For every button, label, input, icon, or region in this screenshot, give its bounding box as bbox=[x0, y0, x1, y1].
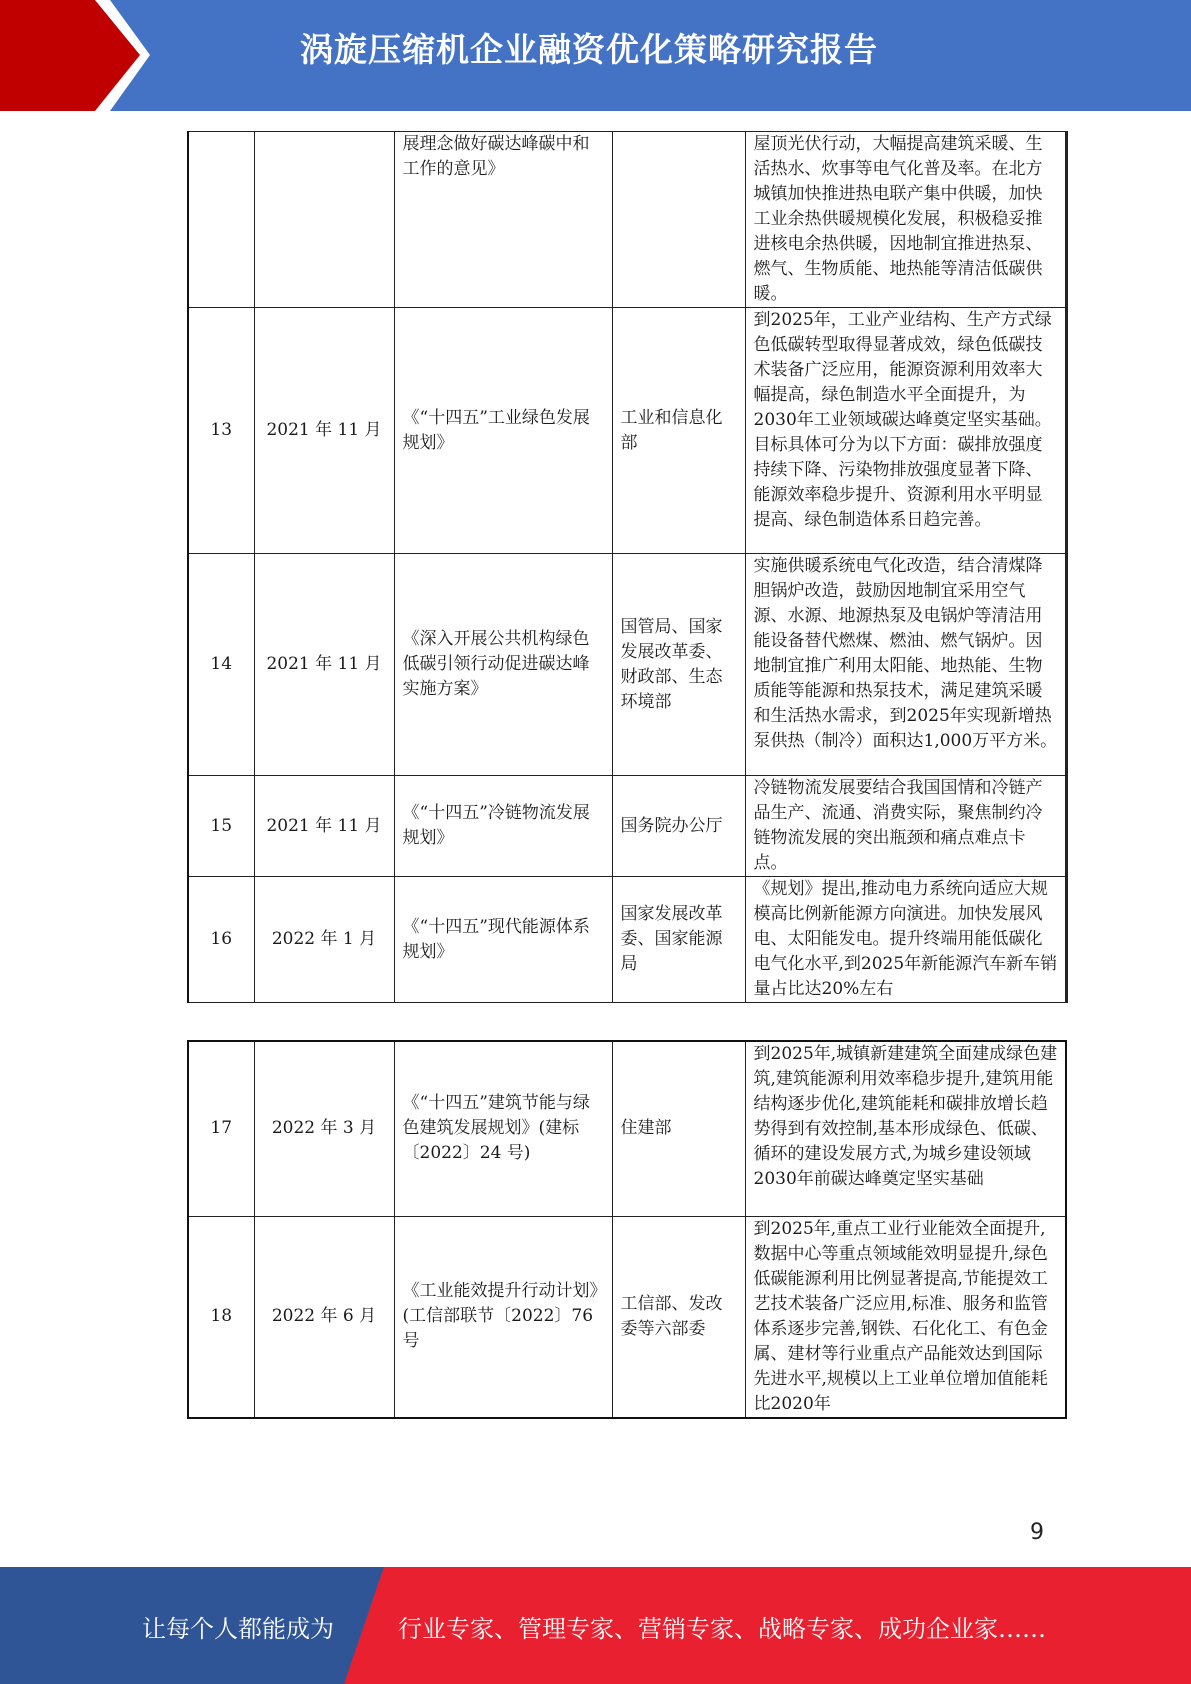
page-header bbox=[0, 0, 1191, 111]
row-content: 到2025年,城镇新建建筑全面建成绿色建筑,建筑能源利用效率稳步提升,建筑用能结构逐步优化,建筑能耗和碳排放增长趋势得到有效控制,基本形成绿色、低碳、循环的建设发展方式,为城乡建设领域2030年前碳达峰奠定坚实基础 bbox=[745, 1041, 1066, 1216]
page-footer bbox=[0, 1567, 1191, 1684]
row-content: 冷链物流发展要结合我国国情和冷链产品生产、流通、消费实际，聚焦制约冷链物流发展的突出瓶颈和痛点难点卡点。 bbox=[745, 776, 1066, 877]
row-policy-name: 展理念做好碳达峰碳中和工作的意见》 bbox=[394, 132, 612, 308]
table-row bbox=[188, 132, 1066, 308]
footer-slogan-left: 让每个人都能成为 bbox=[142, 1615, 334, 1643]
row-date bbox=[254, 132, 394, 308]
row-policy-name: 《“十四五”现代能源体系规划》 bbox=[394, 877, 612, 1003]
row-date: 2022 年 3 月 bbox=[254, 1041, 394, 1216]
row-number bbox=[188, 132, 254, 308]
row-number: 18 bbox=[188, 1216, 254, 1418]
footer-slogan-right: 行业专家、管理专家、营销专家、战略专家、成功企业家…… bbox=[398, 1615, 1046, 1643]
row-number: 13 bbox=[188, 308, 254, 554]
row-department: 国管局、国家发展改革委、财政部、生态环境部 bbox=[612, 554, 745, 776]
row-number: 15 bbox=[188, 776, 254, 877]
row-policy-name: 《“十四五”冷链物流发展规划》 bbox=[394, 776, 612, 877]
row-policy-name: 《“十四五”建筑节能与绿色建筑发展规划》(建标〔2022〕24 号) bbox=[394, 1041, 612, 1216]
table-row bbox=[188, 1041, 1066, 1216]
row-policy-name: 《工业能效提升行动计划》(工信部联节〔2022〕76号 bbox=[394, 1216, 612, 1418]
row-content: 实施供暖系统电气化改造，结合清煤降胆锅炉改造，鼓励因地制宜采用空气源、水源、地源热泵及电锅炉等清洁用能设备替代燃煤、燃油、燃气锅炉。因地制宜推广利用太阳能、地热能、生物质能等能源和热泵技术，满足建筑采暖和生活热水需求，到2025年实现新增热泵供热（制冷）面积达1,000万平方米。 bbox=[745, 554, 1066, 776]
row-date: 2021 年 11 月 bbox=[254, 776, 394, 877]
row-department: 住建部 bbox=[612, 1041, 745, 1216]
row-content: 屋顶光伏行动，大幅提高建筑采暖、生活热水、炊事等电气化普及率。在北方城镇加快推进热电联产集中供暖，加快工业余热供暖规模化发展，积极稳妥推进核电余热供暖，因地制宜推进热泵、燃气、生物质能、地热能等清洁低碳供暖。 bbox=[745, 132, 1066, 308]
report-title: 涡旋压缩机企业融资优化策略研究报告 bbox=[300, 30, 878, 69]
table-row bbox=[188, 308, 1066, 554]
row-number: 14 bbox=[188, 554, 254, 776]
row-policy-name: 《深入开展公共机构绿色低碳引领行动促进碳达峰实施方案》 bbox=[394, 554, 612, 776]
row-content: 《规划》提出,推动电力系统向适应大规模高比例新能源方向演进。加快发展风电、太阳能发电。提升终端用能低碳化电气化水平,到2025年新能源汽车新车销量占比达20%左右 bbox=[745, 877, 1066, 1003]
page-number: 9 bbox=[1030, 1520, 1044, 1545]
row-content: 到2025年,重点工业行业能效全面提升,数据中心等重点领域能效明显提升,绿色低碳能源利用比例显著提高,节能提效工艺技术装备广泛应用,标准、服务和监管体系逐步完善,钢铁、石化化工、有色金属、建材等行业重点产品能效达到国际先进水平,规模以上工业单位增加值能耗比2020年 bbox=[745, 1216, 1066, 1418]
row-date: 2021 年 11 月 bbox=[254, 554, 394, 776]
row-content: 到2025年，工业产业结构、生产方式绿色低碳转型取得显著成效，绿色低碳技术装备广泛应用，能源资源利用效率大幅提高，绿色制造水平全面提升，为2030年工业领域碳达峰奠定坚实基础。目标具体可分为以下方面：碳排放强度持续下降、污染物排放强度显著下降、能源效率稳步提升、资源利用水平明显提高、绿色制造体系日趋完善。 bbox=[745, 308, 1066, 554]
policy-table-part-1 bbox=[187, 131, 1068, 1003]
row-department: 国家发展改革委、国家能源局 bbox=[612, 877, 745, 1003]
table-row bbox=[188, 554, 1066, 776]
table-row bbox=[188, 776, 1066, 877]
table-row bbox=[188, 1216, 1066, 1418]
row-department: 国务院办公厅 bbox=[612, 776, 745, 877]
row-department bbox=[612, 132, 745, 308]
row-date: 2021 年 11 月 bbox=[254, 308, 394, 554]
row-date: 2022 年 6 月 bbox=[254, 1216, 394, 1418]
row-number: 16 bbox=[188, 877, 254, 1003]
row-department: 工信部、发改委等六部委 bbox=[612, 1216, 745, 1418]
row-number: 17 bbox=[188, 1041, 254, 1216]
row-date: 2022 年 1 月 bbox=[254, 877, 394, 1003]
row-department: 工业和信息化部 bbox=[612, 308, 745, 554]
table-row bbox=[188, 877, 1066, 1003]
row-policy-name: 《“十四五”工业绿色发展规划》 bbox=[394, 308, 612, 554]
policy-table-part-2 bbox=[187, 1040, 1067, 1419]
